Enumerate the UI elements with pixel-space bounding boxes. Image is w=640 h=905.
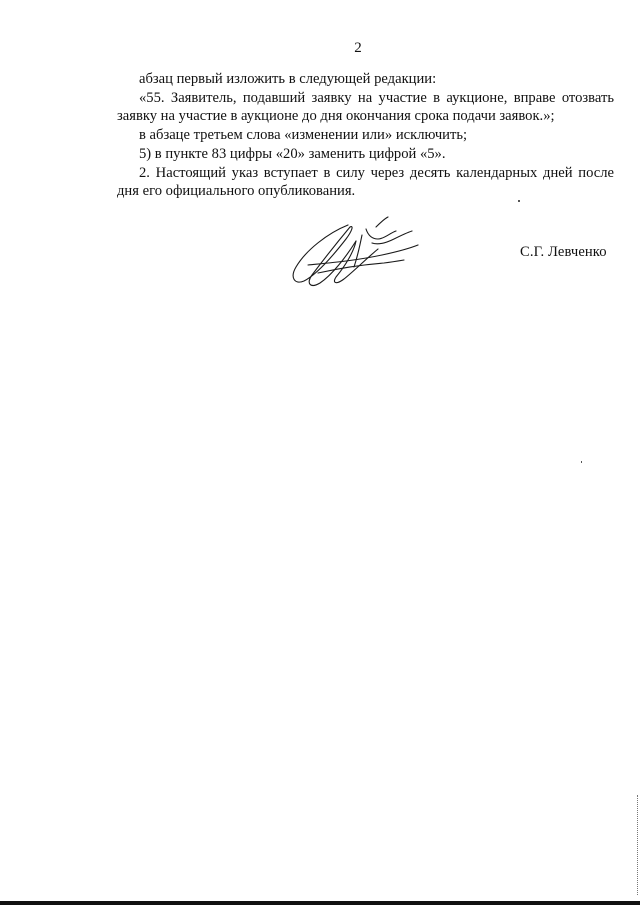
handwritten-signature (288, 205, 423, 293)
paragraph: 2. Настоящий указ вступает в силу через десять календарных дней после дня его официального опубликования. (117, 164, 614, 200)
paragraph: абзац первый изложить в следующей редакции: (139, 71, 437, 87)
paragraph: в абзаце третьем слова «изменении или» исключить; (139, 127, 468, 144)
document-body (117, 70, 614, 201)
paragraph: «55. Заявитель, подавший заявку на участие в аукционе, вправе отозвать заявку на участие в аукционе до дня окончания срока подачи заявок.»; (117, 89, 614, 125)
scan-speck (581, 461, 582, 463)
page-number: 2 (354, 40, 362, 56)
signer-name: С.Г. Левченко (520, 244, 607, 260)
scan-speck (518, 200, 520, 202)
paragraph: 5) в пункте 83 цифры «20» заменить цифрой «5». (139, 145, 446, 162)
scan-bottom-edge (0, 901, 640, 905)
scan-edge-marks (634, 795, 638, 895)
